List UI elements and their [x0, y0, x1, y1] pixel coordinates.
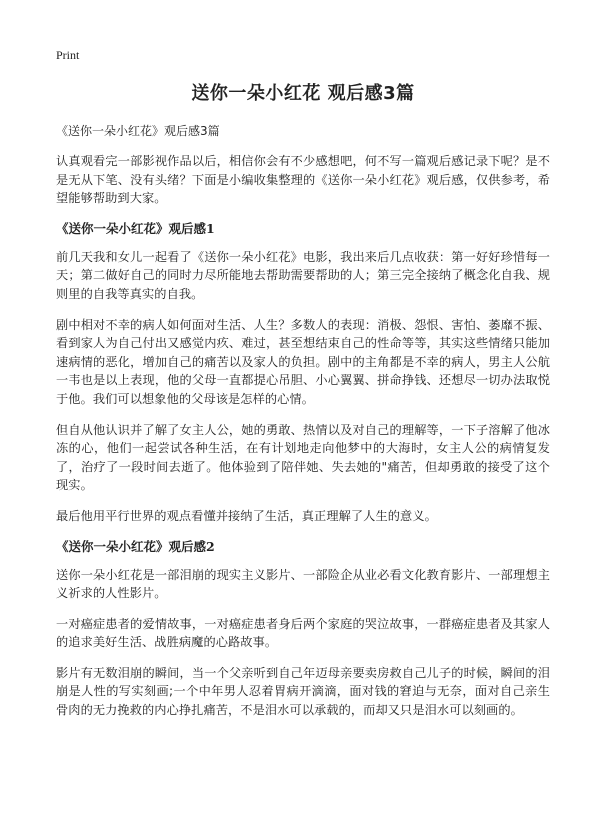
section-heading-2: 《送你一朵小红花》观后感2 [56, 538, 215, 554]
section-heading-1: 《送你一朵小红花》观后感1 [56, 220, 215, 236]
article-subtitle: 《送你一朵小红花》观后感3篇 [56, 124, 220, 138]
section-1-paragraph: 前几天我和女儿一起看了《送你一朵小红花》电影，我出来后几点收获：第一好好珍惜每一天；第二做好自己的同时力尽所能地去帮助需要帮助的人；第三完全接纳了概念化自我、规则里的自我等真实的自我。 [56, 249, 550, 301]
section-1-paragraph: 但自从他认识并了解了女主人公，她的勇敢、热情以及对自己的理解等，一下子溶解了他冰冻的心，他们一起尝试各种生活，在有计划地走向他梦中的大海时，女主人公的病情复发了，治疗了一段时间去逝了。他体验到了陪伴她、失去她的"痛苦，但却勇敢的接受了这个现实。 [56, 422, 550, 493]
section-1-paragraph: 最后他用平行世界的观点看懂并接纳了生活，真正理解了人生的意义。 [56, 508, 437, 523]
section-2-paragraph: 送你一朵小红花是一部泪崩的现实主义影片、一部险企从业必看文化教育影片、一部理想主义祈求的人性影片。 [56, 567, 550, 601]
section-2-paragraph: 影片有无数泪崩的瞬间，当一个父亲听到自己年迈母亲要卖房救自己儿子的时候，瞬间的泪崩是人性的写实刻画;一个中年男人忍着胃病开滴滴，面对钱的窘迫与无奈，面对自己亲生骨肉的无力挽救的内心挣扎痛苦，不是泪水可以承载的，而却又只是泪水可以刻画的。 [56, 665, 550, 718]
article-title: 送你一朵小红花 观后感3篇 [191, 83, 415, 104]
print-link[interactable]: Print [56, 48, 80, 62]
intro-paragraph: 认真观看完一部影视作品以后，相信你会有不少感想吧，何不写一篇观后感记录下呢？是不是无从下笔、没有头绪？下面是小编收集整理的《送你一朵小红花》观后感，仅供参考，希望能够帮助到大家。 [56, 154, 550, 206]
section-1-paragraph: 剧中相对不幸的病人如何面对生活、人生？多数人的表现：消极、怨恨、害怕、萎靡不振、看到家人为自己付出又感觉内疚、难过，甚至想结束自己的性命等等，其实这些情绪只能加速病情的恶化，增加自己的痛苦以及家人的负担。剧中的主角都是不幸的病人，男主人公航一韦也是以上表现，他的父母一直都提心吊胆、小心翼翼、拼命挣钱、还想尽一切办法取悦于他。我们可以想象他的父母该是怎样的心情。 [56, 317, 550, 406]
section-2-paragraph: 一对癌症患者的爱情故事，一对癌症患者身后两个家庭的哭泣故事，一群癌症患者及其家人的追求美好生活、战胜病魔的心路故事。 [56, 616, 550, 650]
